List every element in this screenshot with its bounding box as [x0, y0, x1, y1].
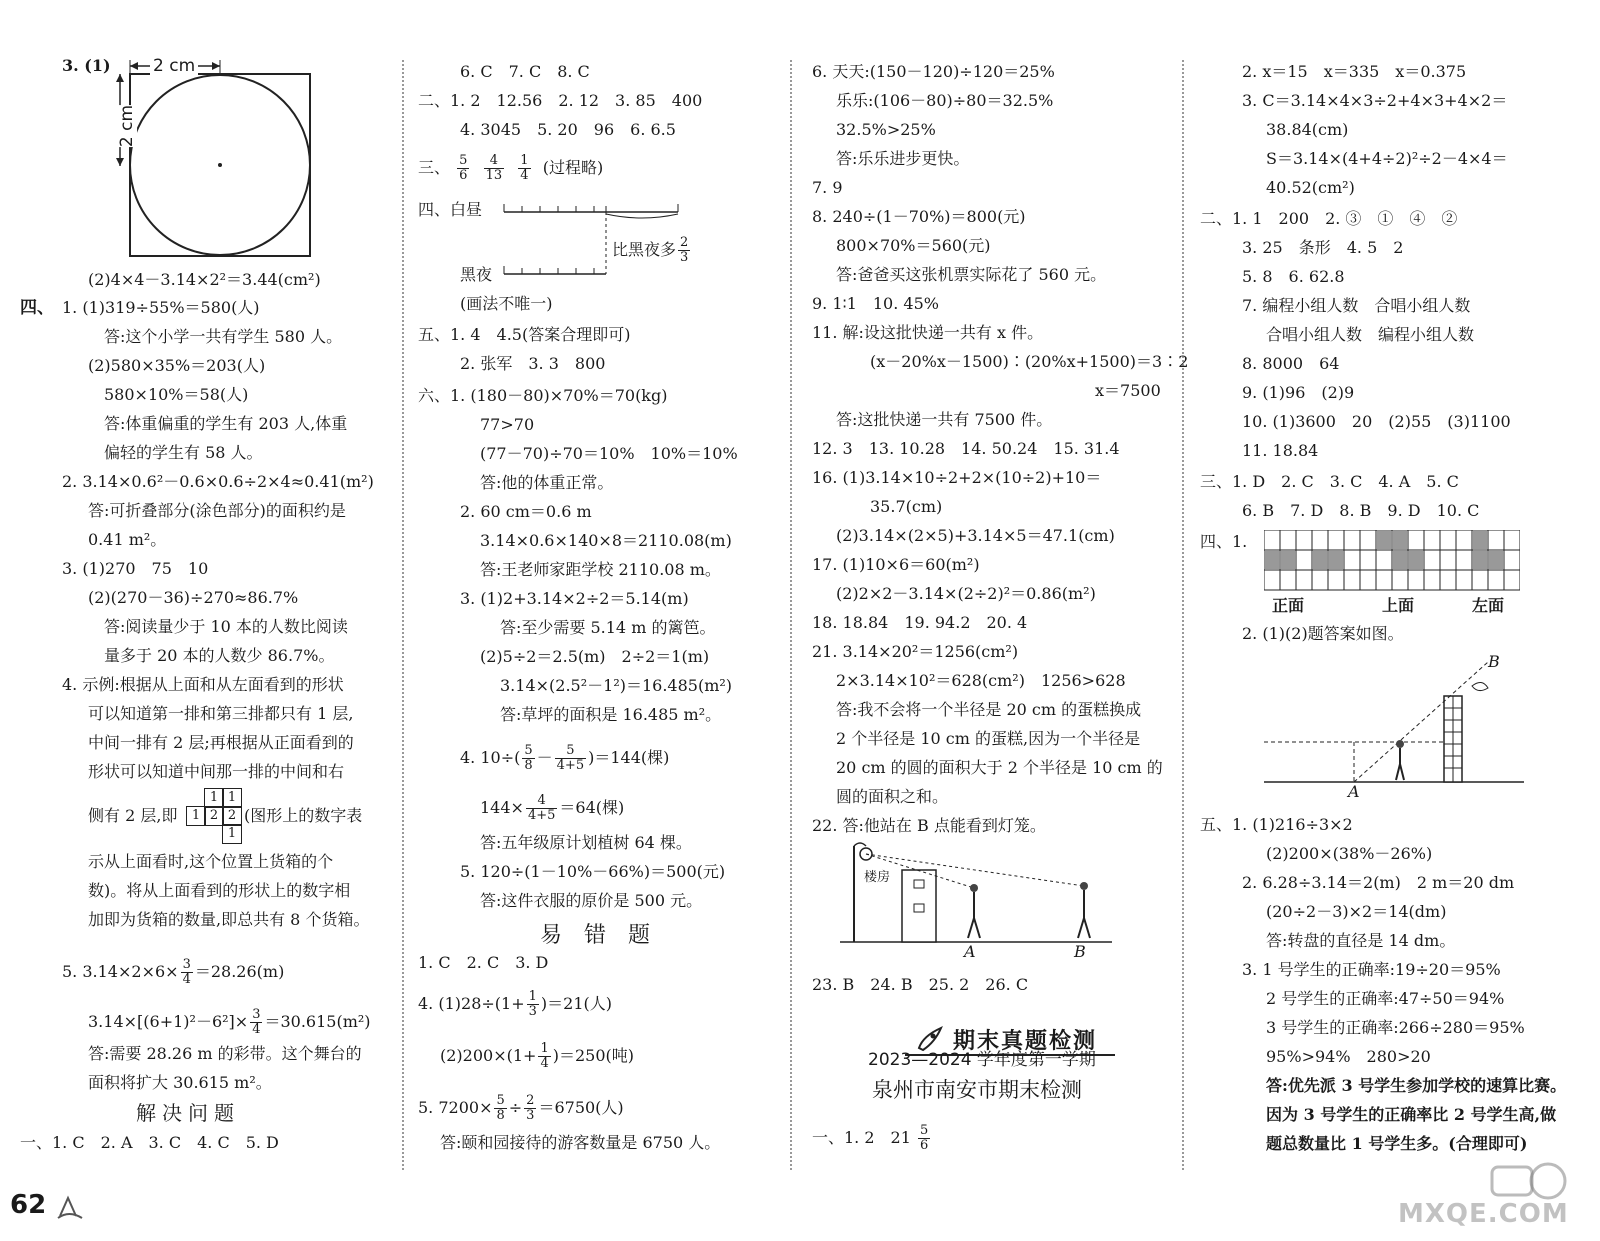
circle-in-square-figure	[110, 56, 320, 266]
cube-cell: 2	[204, 806, 224, 826]
answer-line: 7. 编程小组人数 合唱小组人数	[1242, 296, 1471, 315]
answer-line: 答:五年级原计划植树 64 棵。	[480, 833, 692, 852]
denominator: 13	[485, 168, 503, 183]
cube-top-view-grid	[184, 788, 242, 844]
answer-line: 20 cm 的圆的面积大于 2 个半径是 10 cm 的	[836, 758, 1163, 777]
expr-part: 5. 7200×	[418, 1098, 493, 1117]
denominator: 8	[496, 1108, 505, 1123]
answer-line: 3. 25 条形 4. 5 2	[1242, 238, 1404, 257]
denominator: 3	[526, 1108, 535, 1123]
section-label: 三、	[418, 158, 451, 177]
denominator: 6	[459, 168, 468, 183]
answer-line: 1. (1)319÷55%＝580(人)	[62, 298, 260, 317]
denominator: 4	[540, 1056, 549, 1071]
answer-line: 2. 张军 3. 3 800	[460, 354, 606, 373]
numerator: 2	[680, 235, 689, 250]
view-label-top: 上面	[1382, 596, 1415, 615]
denominator: 8	[524, 758, 533, 773]
answer-line: 数)。将从上面看到的形状上的数字相	[88, 881, 351, 900]
answer-line: 可以知道第一排和第三排都只有 1 层,	[88, 704, 354, 723]
answer-line: 2 号学生的正确率:47÷50＝94%	[1266, 989, 1505, 1008]
numerator: 5	[496, 1093, 505, 1108]
answer-line: 量多于 20 本的人数少 86.7%。	[104, 646, 335, 665]
fraction	[538, 1042, 550, 1071]
answer-line: 合唱小组人数 编程小组人数	[1266, 325, 1475, 344]
answer-line: (2)5÷2＝2.5(m) 2÷2＝1(m)	[480, 647, 710, 666]
filled-cell	[1489, 551, 1503, 569]
point-a-label: A	[964, 942, 976, 961]
answer-line: 答:草坪的面积是 16.485 m²。	[500, 705, 722, 724]
answer-line: 9. (1)96 (2)9	[1242, 383, 1355, 402]
section-4-label: 四、	[20, 298, 54, 318]
answer-line: 7. 9	[812, 178, 843, 197]
numerator: 2	[526, 1093, 535, 1108]
numerator: 3	[252, 1007, 261, 1022]
answer-line	[480, 794, 624, 823]
filled-cell	[1265, 551, 1279, 569]
answer-line: 5. 8 6. 62.8	[1242, 267, 1345, 286]
column-divider	[402, 60, 404, 1170]
answer-line: 五、1. (1)216÷3×2	[1200, 815, 1353, 834]
numerator: 5	[555, 744, 586, 759]
answer-line: 面积将扩大 30.615 m²。	[88, 1073, 272, 1092]
expr-part: )＝21(人)	[540, 994, 612, 1013]
answer-line: 答:阅读量少于 10 本的人数比阅读	[104, 617, 348, 636]
answer-line	[440, 1042, 634, 1071]
filled-cell	[1329, 551, 1343, 569]
answer-line	[812, 1124, 932, 1153]
answer-line: 3 号学生的正确率:266÷280＝95%	[1266, 1018, 1525, 1037]
answer-line: 2. x＝15 x＝335 x＝0.375	[1242, 62, 1467, 81]
expr-part: ＝30.615(m²)	[264, 1012, 371, 1031]
answer-line: 中间一排有 2 层;再根据从正面看到的	[88, 733, 354, 752]
answer-line: (2)3.14×(2×5)+3.14×5＝47.1(cm)	[836, 526, 1115, 545]
answer-line: 3. (1)2+3.14×2÷2＝5.14(m)	[460, 589, 689, 608]
answer-line: 2. 60 cm＝0.6 m	[460, 502, 592, 521]
answer-line	[418, 1094, 624, 1123]
answer-line: 11. 18.84	[1242, 441, 1319, 460]
cube-cell: 2	[222, 806, 242, 826]
answer-line: S＝3.14×(4+4÷2)²÷2－4×4＝	[1266, 149, 1508, 168]
answer-line: (2)(270－36)÷270≈86.7%	[88, 588, 299, 607]
answer-line: 黑夜	[460, 265, 493, 284]
answer-line: 2. 3.14×0.6²－0.6×0.6÷2×4≈0.41(m²)	[62, 472, 374, 491]
answer-line	[418, 990, 612, 1019]
answer-line: 2. 6.28÷3.14＝2(m) 2 m＝20 dm	[1242, 873, 1515, 892]
fraction	[457, 154, 469, 183]
answer-line: 800×70%＝560(元)	[836, 236, 991, 255]
filled-cell	[1473, 551, 1487, 569]
numerator: 4	[484, 154, 505, 169]
page-corner-icon	[54, 1192, 84, 1222]
point-b-label: B	[1488, 652, 1500, 671]
denominator: 4+5	[556, 758, 585, 773]
dim-left-label: 2 cm	[117, 104, 138, 148]
fraction	[678, 236, 690, 265]
answer-line: 6. C 7. C 8. C	[460, 62, 590, 81]
expr-part: 一、1. 2 21	[812, 1128, 911, 1147]
fraction	[524, 1094, 536, 1123]
answer-line	[62, 958, 284, 987]
exam-region: 泉州市南安市期末检测	[872, 1078, 1082, 1102]
answer-line: 11. 解:设这批快递一共有 x 件。	[812, 323, 1044, 342]
note: (过程略)	[542, 158, 604, 177]
answer-line: 3.14×(2.5²－1²)＝16.485(m²)	[500, 676, 733, 695]
numerator: 3	[182, 957, 191, 972]
fraction	[181, 958, 193, 987]
answer-line: 6. B 7. D 8. B 9. D 10. C	[1242, 501, 1480, 520]
answer-line: 38.84(cm)	[1266, 120, 1349, 139]
answer-line	[88, 1008, 371, 1037]
expr-part: )＝250(吨)	[552, 1046, 634, 1065]
three-views-grid	[1264, 530, 1520, 594]
answer-line: 六、1. (180－80)×70%＝70(kg)	[418, 386, 668, 405]
diagram-label	[612, 236, 692, 265]
fraction	[522, 744, 534, 773]
denominator: 4+5	[527, 808, 556, 823]
answer-line: 32.5%>25%	[836, 120, 936, 139]
answer-line: (20÷2－3)×2＝14(dm)	[1266, 902, 1447, 921]
expr-part: 3.14×[(6+1)²－6²]×	[88, 1012, 249, 1031]
answer-line: 题总数量比 1 号学生多。(合理即可)	[1266, 1134, 1528, 1153]
answer-line: (2)2×2－3.14×(2÷2)²＝0.86(m²)	[836, 584, 1096, 603]
filled-cell	[1377, 531, 1391, 549]
answer-line: 0.41 m²。	[88, 530, 167, 549]
answer-line: 答:这批快递一共有 7500 件。	[836, 410, 1053, 429]
answer-line: 二、1. 1 200 2. ③ ① ④ ②	[1200, 209, 1458, 228]
cube-cell: 1	[222, 788, 242, 808]
expr-part: 5. 3.14×2×6×	[62, 962, 179, 981]
answer-line: 3. 1 号学生的正确率:19÷20＝95%	[1242, 960, 1501, 979]
answer-line: (x－20%x－1500)∶(20%x+1500)＝3∶2	[870, 352, 1189, 371]
answer-line: 35.7(cm)	[870, 497, 943, 516]
numerator: 1	[528, 989, 537, 1004]
answer-line: 形状可以知道中间那一排的中间和右	[88, 762, 345, 781]
answer-line: 3.14×0.6×140×8＝2110.08(m)	[480, 531, 732, 550]
fraction	[250, 1008, 262, 1037]
answer-line: 圆的面积之和。	[836, 787, 949, 806]
fraction	[484, 154, 505, 183]
answer-line: 2. (1)(2)题答案如图。	[1242, 624, 1404, 643]
fraction	[555, 744, 586, 773]
answer-line: 23. B 24. B 25. 2 26. C	[812, 975, 1029, 994]
answer-line: (77－70)÷70＝10% 10%＝10%	[480, 444, 738, 463]
answer-line: 4. 3045 5. 20 96 6. 6.5	[460, 120, 676, 139]
answer-line: 1. C 2. C 3. D	[418, 953, 549, 972]
answer-line: 77>70	[480, 415, 535, 434]
answer-line: 答:需要 28.26 m 的彩带。这个舞台的	[88, 1044, 362, 1063]
answer-line: 95%>94% 280>20	[1266, 1047, 1431, 1066]
numerator: 5	[524, 743, 533, 758]
answer-line: 9. 1∶1 10. 45%	[812, 294, 939, 313]
q3-head: 3. (1)	[62, 56, 111, 75]
answer-line: 8. 8000 64	[1242, 354, 1340, 373]
numerator: 4	[526, 794, 557, 809]
expr-part: －	[536, 748, 553, 767]
banner-title: 期末真题检测	[953, 1029, 1098, 1054]
filled-cell	[1393, 551, 1407, 569]
answer-line: 580×10%＝58(人)	[104, 385, 249, 404]
expr-part: ＝28.26(m)	[194, 962, 285, 981]
watermark-text: MXQE.COM	[1398, 1199, 1569, 1229]
answer-line: 答:转盘的直径是 14 dm。	[1266, 931, 1456, 950]
answer-line: 答:这件衣服的原价是 500 元。	[480, 891, 703, 910]
numerator: 5	[920, 1123, 929, 1138]
expr-part: ＝64(棵)	[559, 798, 625, 817]
answer-line: 3. C＝3.14×4×3÷2+4×3+4×2＝	[1242, 91, 1508, 110]
answer-line: 四、1.	[1200, 532, 1248, 551]
denominator: 3	[680, 250, 689, 265]
denominator: 4	[520, 168, 529, 183]
view-label-left: 左面	[1472, 596, 1505, 615]
answer-line: 6. 天天:(150－120)÷120＝25%	[812, 62, 1055, 81]
expr-part: 4. (1)28÷(1+	[418, 994, 525, 1013]
answer-line: 16. (1)3.14×10÷2+2×(10÷2)+10＝	[812, 468, 1102, 487]
answer-line: 40.52(cm²)	[1266, 178, 1355, 197]
expr-part: ÷	[508, 1098, 523, 1117]
answer-line: 答:优先派 3 号学生参加学校的速算比赛。	[1266, 1076, 1567, 1095]
answer-line: 答:我不会将一个半径是 20 cm 的蛋糕换成	[836, 700, 1142, 719]
fraction	[918, 1124, 930, 1153]
fraction	[526, 794, 557, 823]
fraction	[494, 1094, 506, 1123]
answer-line: 17. (1)10×6＝60(m²)	[812, 555, 980, 574]
answer-line: 10. (1)3600 20 (2)55 (3)1100	[1242, 412, 1511, 431]
answer-line: 21. 3.14×20²＝1256(cm²)	[812, 642, 1019, 661]
denominator: 4	[252, 1022, 261, 1037]
cube-cell: 1	[222, 824, 242, 844]
fraction	[527, 990, 539, 1019]
answer-line: (2)580×35%＝203(人)	[88, 356, 266, 375]
answer-line: 2×3.14×10²＝628(cm²) 1256>628	[836, 671, 1126, 690]
answer-line: 答:王老师家距学校 2110.08 m。	[480, 560, 721, 579]
cube-cell: 1	[204, 788, 224, 808]
column-divider	[790, 60, 792, 1170]
answer-line: 5. 120÷(1－10%－66%)＝500(元)	[460, 862, 726, 881]
answer-line: 四、白昼	[418, 200, 483, 219]
numerator: 5	[459, 153, 468, 168]
answer-line: 示从上面看时,这个位置上货箱的个	[88, 852, 334, 871]
section-title-jiejue: 解决问题	[136, 1101, 240, 1125]
view-label-front: 正面	[1272, 596, 1305, 615]
answer-line: x＝7500	[1095, 381, 1161, 400]
answer-line: 2 个半径是 10 cm 的蛋糕,因为一个半径是	[836, 729, 1141, 748]
label-text: 比黑夜多	[612, 240, 677, 259]
filled-cell	[1313, 551, 1327, 569]
answer-line: 22. 答:他站在 B 点能看到灯笼。	[812, 816, 1046, 835]
point-b-label: B	[1074, 942, 1086, 961]
answer-line: (2)200×(38%－26%)	[1266, 844, 1433, 863]
expr-part: )＝144(棵)	[588, 748, 670, 767]
section-title-yicuo: 易错题	[540, 923, 673, 948]
denominator: 6	[920, 1138, 929, 1153]
expr-part: ＝6750(人)	[538, 1098, 624, 1117]
point-a-label: A	[1348, 782, 1360, 801]
answer-line: 三、1. D 2. C 3. C 4. A 5. C	[1200, 472, 1459, 491]
answer-line: 3. (1)270 75 10	[62, 559, 209, 578]
answer-line: 答:体重偏重的学生有 203 人,体重	[104, 414, 348, 433]
answer-line: 乐乐:(106－80)÷80＝32.5%	[836, 91, 1054, 110]
answer-line: 答:他的体重正常。	[480, 473, 614, 492]
answer-line: 4. 示例:根据从上面和从左面看到的形状	[62, 675, 344, 694]
filled-cell	[1281, 551, 1295, 569]
answer-line: 加即为货箱的数量,即总共有 8 个货箱。	[88, 910, 370, 929]
answer-line	[418, 154, 603, 183]
filled-cell	[1393, 531, 1407, 549]
answer-line: (图形上的数字表	[244, 806, 363, 825]
answer-line: 因为 3 号学生的正确率比 2 号学生高,做	[1266, 1105, 1557, 1124]
answer-line: 侧有 2 层,即	[88, 806, 178, 825]
filled-cell	[1473, 531, 1487, 549]
answer-line: 偏轻的学生有 58 人。	[104, 443, 263, 462]
answer-line: 答:爸爸买这张机票实际花了 560 元。	[836, 265, 1107, 284]
filled-cell	[1409, 551, 1423, 569]
answer-line	[460, 744, 669, 773]
exam-term: 2023—2024 学年度第一学期	[868, 1050, 1096, 1070]
answer-line: 五、1. 4 4.5(答案合理即可)	[418, 325, 631, 344]
denominator: 4	[182, 972, 191, 987]
answer-line: 12. 3 13. 10.28 14. 50.24 15. 31.4	[812, 439, 1120, 458]
column-divider	[1182, 60, 1184, 1170]
answer-line: (2)4×4－3.14×2²＝3.44(cm²)	[88, 270, 321, 289]
answer-line: 8. 240÷(1－70%)＝800(元)	[812, 207, 1026, 226]
answer-line: 一、1. C 2. A 3. C 4. C 5. D	[20, 1133, 279, 1152]
answer-line: 答:颐和园接待的游客数量是 6750 人。	[440, 1133, 721, 1152]
answer-line: 答:至少需要 5.14 m 的篱笆。	[500, 618, 716, 637]
answer-line: 二、1. 2 12.56 2. 12 3. 85 400	[418, 91, 703, 110]
answer-line: (画法不唯一)	[460, 294, 553, 313]
expr-part: (2)200×(1+	[440, 1046, 537, 1065]
answer-line: 答:这个小学一共有学生 580 人。	[104, 327, 343, 346]
answer-line: 答:乐乐进步更快。	[836, 149, 970, 168]
numerator: 1	[520, 153, 529, 168]
cube-cell: 1	[186, 806, 206, 826]
answer-line: 答:可折叠部分(涂色部分)的面积约是	[88, 501, 346, 520]
expr-part: 4. 10÷(	[460, 748, 521, 767]
expr-part: 144×	[480, 798, 524, 817]
answer-line: 18. 18.84 19. 94.2 20. 4	[812, 613, 1028, 632]
page-number: 62	[10, 1190, 47, 1220]
watermark-logo-icon	[1488, 1161, 1568, 1201]
denominator: 3	[528, 1004, 537, 1019]
building-label: 楼房	[864, 870, 891, 885]
dim-top-label: 2 cm	[150, 56, 198, 76]
watermark	[1358, 1161, 1578, 1231]
fraction	[518, 154, 530, 183]
numerator: 1	[540, 1041, 549, 1056]
